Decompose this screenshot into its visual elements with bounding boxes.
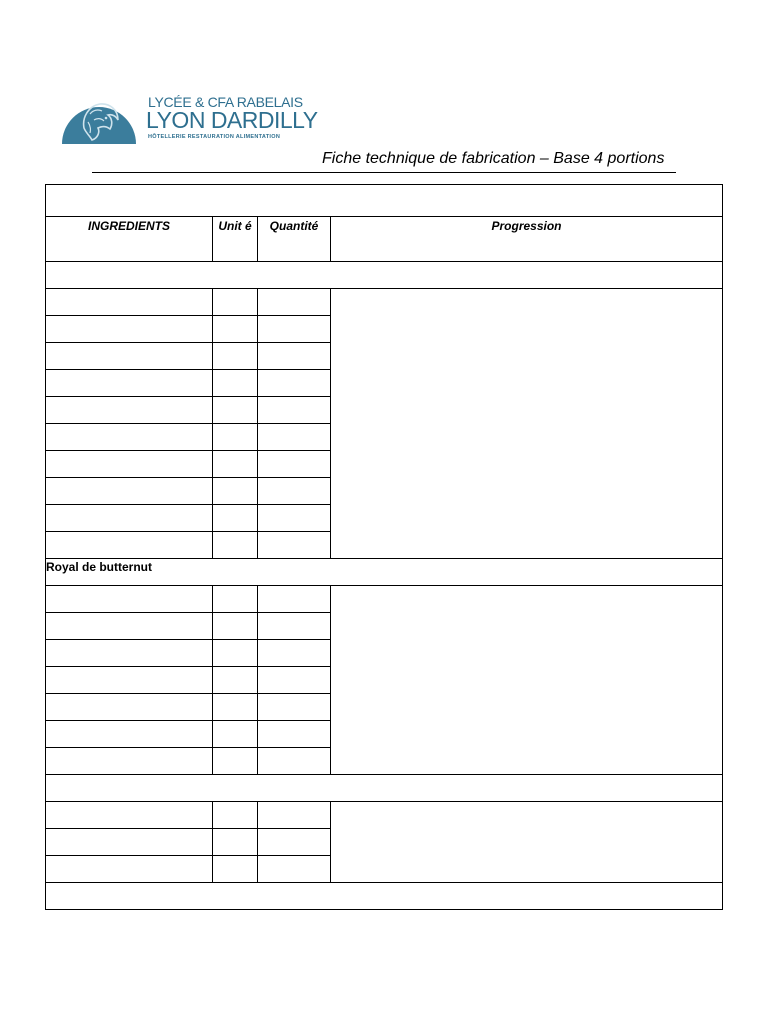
unit-cell[interactable]: [213, 451, 258, 478]
quantity-cell[interactable]: [258, 667, 331, 694]
recipe-name-row: [46, 185, 723, 217]
ingredient-row: [46, 586, 723, 613]
unit-cell[interactable]: [213, 802, 258, 829]
ingredient-cell[interactable]: [46, 370, 213, 397]
recipe-name-cell[interactable]: [46, 185, 723, 217]
ingredient-cell[interactable]: [46, 802, 213, 829]
unit-cell[interactable]: [213, 586, 258, 613]
quantity-cell[interactable]: [258, 721, 331, 748]
unit-cell[interactable]: [213, 478, 258, 505]
quantity-cell[interactable]: [258, 613, 331, 640]
unit-cell[interactable]: [213, 640, 258, 667]
quantity-cell[interactable]: [258, 478, 331, 505]
progression-cell[interactable]: [331, 802, 723, 883]
unit-cell[interactable]: [213, 613, 258, 640]
quantity-cell[interactable]: [258, 370, 331, 397]
col-header-quantite: Quantité: [258, 217, 331, 262]
ingredient-row: [46, 802, 723, 829]
unit-cell[interactable]: [213, 289, 258, 316]
section-label[interactable]: Royal de butternut: [46, 559, 723, 586]
ingredient-cell[interactable]: [46, 586, 213, 613]
section-label[interactable]: [46, 775, 723, 802]
section-row: [46, 262, 723, 289]
unit-cell[interactable]: [213, 397, 258, 424]
ingredient-cell[interactable]: [46, 748, 213, 775]
unit-cell[interactable]: [213, 721, 258, 748]
ingredient-row: [46, 289, 723, 316]
column-header-row: [46, 217, 723, 262]
unit-cell[interactable]: [213, 829, 258, 856]
quantity-cell[interactable]: [258, 451, 331, 478]
ingredient-cell[interactable]: [46, 640, 213, 667]
section-row: [46, 559, 723, 586]
logo-tagline: HÔTELLERIE RESTAURATION ALIMENTATION: [148, 134, 281, 140]
footer-cell[interactable]: [46, 883, 723, 910]
quantity-cell[interactable]: [258, 397, 331, 424]
quantity-cell[interactable]: [258, 694, 331, 721]
unit-cell[interactable]: [213, 748, 258, 775]
ingredient-cell[interactable]: [46, 667, 213, 694]
page-title: Fiche technique de fabrication – Base 4 portions: [322, 150, 665, 167]
ingredient-cell[interactable]: [46, 478, 213, 505]
quantity-cell[interactable]: [258, 586, 331, 613]
unit-cell[interactable]: [213, 424, 258, 451]
col-header-progression: Progression: [331, 217, 723, 262]
section-row: [46, 775, 723, 802]
ingredient-cell[interactable]: [46, 694, 213, 721]
unit-cell[interactable]: [213, 316, 258, 343]
quantity-cell[interactable]: [258, 289, 331, 316]
quantity-cell[interactable]: [258, 532, 331, 559]
progression-cell[interactable]: [331, 289, 723, 559]
logo-city: LYON DARDILLY: [146, 107, 318, 133]
col-header-ingredients: INGREDIENTS: [46, 217, 213, 262]
ingredient-cell[interactable]: [46, 856, 213, 883]
school-logo: [60, 86, 318, 148]
ingredient-cell[interactable]: [46, 424, 213, 451]
unit-cell[interactable]: [213, 343, 258, 370]
logo-school-name: LYCÉE & CFA RABELAIS: [148, 94, 303, 110]
ingredient-cell[interactable]: [46, 532, 213, 559]
quantity-cell[interactable]: [258, 802, 331, 829]
ingredient-cell[interactable]: [46, 613, 213, 640]
progression-cell[interactable]: [331, 586, 723, 775]
unit-cell[interactable]: [213, 667, 258, 694]
quantity-cell[interactable]: [258, 343, 331, 370]
ingredient-cell[interactable]: [46, 289, 213, 316]
ingredient-cell[interactable]: [46, 721, 213, 748]
lion-emblem-icon: [60, 88, 138, 146]
quantity-cell[interactable]: [258, 424, 331, 451]
quantity-cell[interactable]: [258, 829, 331, 856]
unit-cell[interactable]: [213, 856, 258, 883]
unit-cell[interactable]: [213, 370, 258, 397]
quantity-cell[interactable]: [258, 748, 331, 775]
quantity-cell[interactable]: [258, 505, 331, 532]
ingredient-cell[interactable]: [46, 505, 213, 532]
ingredient-cell[interactable]: [46, 451, 213, 478]
section-label[interactable]: [46, 262, 723, 289]
title-underline: [92, 172, 676, 173]
quantity-cell[interactable]: [258, 640, 331, 667]
unit-cell[interactable]: [213, 694, 258, 721]
quantity-cell[interactable]: [258, 316, 331, 343]
unit-cell[interactable]: [213, 505, 258, 532]
ingredient-cell[interactable]: [46, 316, 213, 343]
ingredient-cell[interactable]: [46, 829, 213, 856]
footer-row: [46, 883, 723, 910]
ingredient-cell[interactable]: [46, 397, 213, 424]
ingredient-cell[interactable]: [46, 343, 213, 370]
quantity-cell[interactable]: [258, 856, 331, 883]
recipe-table: [45, 184, 723, 910]
col-header-unite: Unit é: [213, 217, 258, 262]
unit-cell[interactable]: [213, 532, 258, 559]
